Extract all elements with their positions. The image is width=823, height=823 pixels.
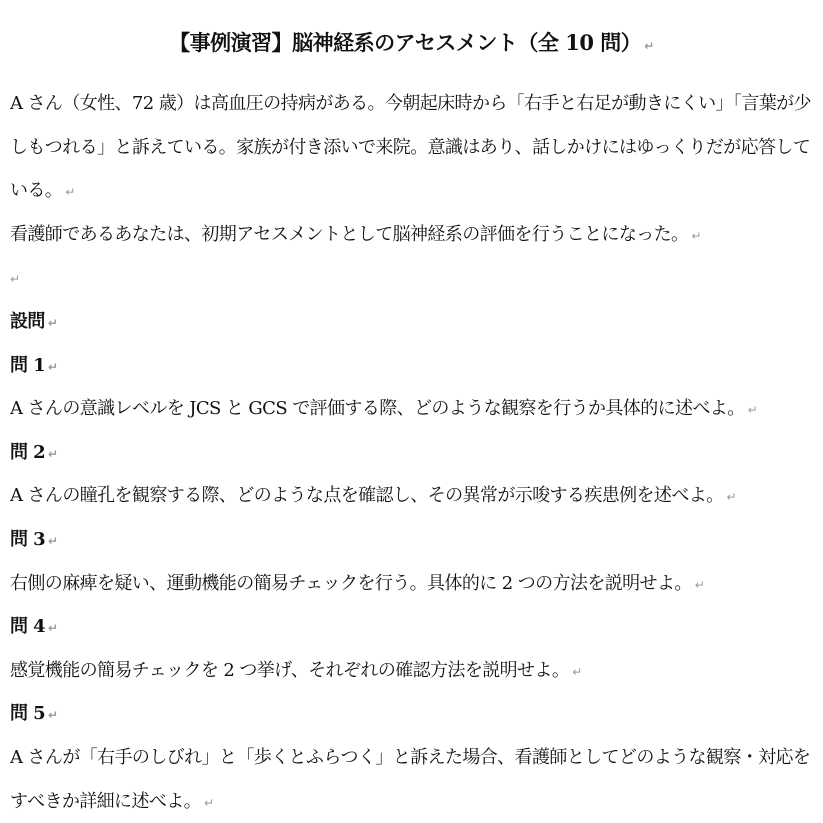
question-text: A さんの瞳孔を観察する際、どのような点を確認し、その異常が示唆する疾患例を述べよ。 <box>10 485 724 507</box>
paragraph-mark-icon: ↵ <box>644 39 654 53</box>
question-label-text: 問 5 <box>10 703 45 725</box>
question-text: A さんの意識レベルを JCS と GCS で評価する際、どのような観察を行うか具体的に述べよ。 <box>10 398 745 420</box>
question-text-1 <box>10 387 813 431</box>
paragraph-mark-icon: ↵ <box>572 664 582 679</box>
question-text-3 <box>10 562 813 606</box>
question-label-5 <box>10 692 813 736</box>
case-text: 看護師であるあなたは、初期アセスメントとして脳神経系の評価を行うことになった。 <box>10 223 689 245</box>
case-line-4 <box>10 213 813 257</box>
question-text: すべきか詳細に述べよ。 <box>10 790 202 812</box>
paragraph-mark-icon: ↵ <box>48 708 58 723</box>
question-label-1 <box>10 344 813 388</box>
question-text: 感覚機能の簡易チェックを 2 つ挙げ、それぞれの確認方法を説明せよ。 <box>10 659 570 681</box>
paragraph-mark-icon: ↵ <box>48 359 58 374</box>
paragraph-mark-icon: ↵ <box>47 315 58 330</box>
paragraph-mark-icon: ↵ <box>747 403 758 418</box>
question-text-2 <box>10 474 813 518</box>
question-text-5-line-1 <box>10 736 813 780</box>
paragraph-mark-icon: ↵ <box>48 446 58 461</box>
paragraph-mark-icon: ↵ <box>694 577 705 592</box>
case-text: A さん（女性、72 歳）は高血圧の持病がある。今朝起床時から「右手と右足が動きにくい」「言葉が少 <box>10 93 811 114</box>
question-text-5-line-2 <box>10 780 813 823</box>
question-label-2 <box>10 431 813 475</box>
question-label-text: 問 2 <box>10 441 45 463</box>
question-label-4 <box>10 605 813 649</box>
empty-line <box>10 256 813 300</box>
document-title <box>10 22 813 64</box>
question-label-text: 問 3 <box>10 528 45 550</box>
question-label-text: 問 1 <box>10 354 45 376</box>
case-line-1 <box>10 82 813 126</box>
paragraph-mark-icon: ↵ <box>726 490 736 505</box>
paragraph-mark-icon: ↵ <box>204 795 214 810</box>
paragraph-mark-icon: ↵ <box>10 272 20 287</box>
paragraph-mark-icon: ↵ <box>65 185 75 200</box>
question-label-3 <box>10 518 813 562</box>
paragraph-mark-icon: ↵ <box>48 621 58 636</box>
paragraph-mark-icon: ↵ <box>48 533 58 548</box>
case-text: いる。 <box>10 180 63 202</box>
case-text: しもつれる」と訴えている。家族が付き添いで来院。意識はあり、話しかけにはゆっくりだが応答して <box>10 136 811 158</box>
paragraph-mark-icon: ↵ <box>691 228 701 243</box>
section-heading <box>10 300 813 344</box>
question-text-4 <box>10 649 813 693</box>
question-text: 右側の麻痺を疑い、運動機能の簡易チェックを行う。具体的に 2 つの方法を説明せよ。 <box>10 572 692 594</box>
case-line-3 <box>10 169 813 213</box>
question-label-text: 問 4 <box>10 616 45 638</box>
case-line-2 <box>10 126 813 170</box>
title-text: 【事例演習】脳神経系のアセスメント（全 10 問） <box>169 30 642 55</box>
question-text: A さんが「右手のしびれ」と「歩くとふらつく」と訴えた場合、看護師としてどのような観察・対応を <box>10 746 811 768</box>
section-heading-text: 設問 <box>10 310 45 332</box>
